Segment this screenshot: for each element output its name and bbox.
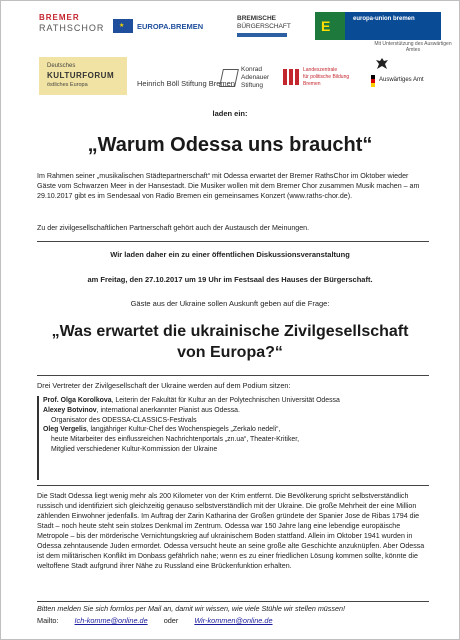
landeszentrale-text xyxy=(303,67,349,88)
eu-flag-icon: ★ xyxy=(113,19,133,33)
europa-union-text: europa-union bremen xyxy=(353,16,415,22)
mail-row xyxy=(37,616,273,625)
speaker-desc: , langjähriger Kultur-Chef des Wochenspiegels „Zerkalo nedeli“, xyxy=(86,426,281,434)
europa-union-caption: Mit Unterstützung des Auswärtigen Amtes xyxy=(374,41,452,53)
speaker-item xyxy=(43,445,429,455)
speaker-name: Oleg Vergelis xyxy=(43,426,87,434)
main-question xyxy=(1,321,459,363)
auswaertiges-amt-logo xyxy=(371,57,439,87)
europa-bremen-logo xyxy=(113,17,217,37)
speaker-item xyxy=(43,416,429,426)
date-line: am Freitag, den 27.10.2017 um 19 Uhr im Festsaal des Hauses der Bürgerschaft. xyxy=(87,275,373,284)
landeszentrale-line3: Bremen xyxy=(303,81,321,87)
divider-lower xyxy=(37,485,429,486)
email-link-ich-komme[interactable]: Ich-komme@online.de xyxy=(74,616,148,625)
podium-intro: Drei Vertreter der Zivilgesellschaft der Ukraine werden auf dem Podium sitzen: xyxy=(37,381,291,390)
speaker-desc: Organisator des ODESSA-CLASSICS-Festivals xyxy=(51,416,197,424)
speaker-item xyxy=(43,406,429,416)
guests-line: Gäste aus der Ukraine sollen Auskunft geben auf die Frage: xyxy=(130,299,330,308)
partnership-paragraph: Zu der zivilgesellschaftlichen Partnerschaft gehört auch der Austausch der Meinungen. xyxy=(37,224,310,232)
odessa-paragraph: Die Stadt Odessa liegt wenig mehr als 200 Kilometer von der Krim entfernt. Die Bevölkerung spricht selbstverständlich russisch und identifiziert sich gleichzeitig genauso selbstverständlich mit der Ukraine. Die große Mehrheit der eine Million zählenden Einwohner jedenfalls. Im Auftrag der Zarin Katharina der Großen gründete der Spanier Jose de Ribas 1794 die Stadt – noch heute steht sein stolzes Denkmal im Zentrum. Odessa war 150 Jahre lang eine lebendige europäische Metropole – bis der mörderische Vernichtungskrieg auf ukrainischem Boden stattfand. Allein im Oktober 1941 wurden in Odessa zehntausende Juden ermordet. Odessa versucht heute an seine große alte Geschichte anzuknüpfen. Aber Odessa ist dem militärischen Konflikt im Donbass gefährlich nahe; wenn es zu einer friedlichen Lösung kommen sollte, könnte die weltoffene Stadt aufgrund ihrer Nähe zu Russland eine Brückenfunktion erhalten. xyxy=(37,492,425,570)
boell-stiftung-logo: Heinrich Böll Stiftung Bremen xyxy=(137,79,235,88)
page-title: „Warum Odessa uns braucht“ xyxy=(87,134,373,156)
landeszentrale-logo xyxy=(283,67,363,93)
speaker-item xyxy=(43,396,429,406)
landeszentrale-line2: für politische Bildung xyxy=(303,74,350,80)
landeszentrale-line1: Landeszentrale xyxy=(303,67,338,73)
speaker-name: Alexey Botvinov xyxy=(43,406,97,414)
eagle-icon xyxy=(375,57,389,71)
speaker-name: Prof. Olga Korolkova xyxy=(43,397,112,404)
question-line2: von Europa?“ xyxy=(177,344,283,361)
speaker-item xyxy=(43,425,429,435)
bremer-rathschor-logo xyxy=(39,13,104,33)
speaker-desc: heute Mitarbeiter des einflussreichen Nachrichtenportals „zn.ua“, Theater-Kritiker, xyxy=(51,436,300,444)
email-link-wir-kommen[interactable]: Wir-kommen@online.de xyxy=(194,616,273,625)
mail-label: Mailto: xyxy=(37,616,59,625)
divider-top xyxy=(37,241,429,242)
speaker-desc: Mitglied verschiedener Kultur-Kommission der Ukraine xyxy=(51,445,218,453)
kulturforum-line1: Deutsches xyxy=(47,63,76,69)
buergerschaft-line1: BREMISCHE xyxy=(237,15,277,22)
speaker-item xyxy=(43,435,429,445)
buergerschaft-logo xyxy=(237,15,301,39)
german-flag-icon xyxy=(371,75,375,87)
auswaertiges-amt-text: Auswärtiges Amt xyxy=(379,77,424,83)
invite-line: Wir laden daher ein zu einer öffentlichen Diskussionsveranstaltung xyxy=(110,250,350,259)
rathschor-logo-line1: BREMER xyxy=(39,13,80,22)
landeszentrale-grid-icon xyxy=(283,69,299,85)
intro-paragraph: Im Rahmen seiner „musikalischen Städtepartnerschaft“ mit Odessa erwartet der Bremer RathsChor im Oktober wieder Gäste vom Schwarzen Meer in der Hansestadt. Die Musiker wollen mit dem Bremer Chor zusammen Musik machen – am 29.10.2017 gibt es im Sendesaal von Radio Bremen ein gemeinsames Konzert (www.raths-chor.de). xyxy=(37,172,420,200)
europa-union-logo xyxy=(315,12,441,40)
adenauer-logo-icon xyxy=(219,69,239,87)
closing-request: Bitten melden Sie sich formlos per Mail an, damit wir wissen, wie viele Stühle wir stellen müssen! xyxy=(37,604,345,613)
speaker-desc: , international anerkannter Pianist aus Odessa. xyxy=(96,406,240,414)
kulturforum-line3: östliches Europa xyxy=(47,82,88,88)
adenauer-line1: Konrad xyxy=(241,66,262,73)
adenauer-text xyxy=(241,66,269,90)
kulturforum-logo xyxy=(39,57,127,95)
mail-or-text: oder xyxy=(163,616,179,625)
adenauer-stiftung-logo xyxy=(221,65,283,95)
buergerschaft-line2: BÜRGERSCHAFT xyxy=(237,23,291,30)
adenauer-line3: Stiftung xyxy=(241,82,264,89)
speaker-list xyxy=(37,396,429,480)
intro-line: laden ein: xyxy=(212,109,248,118)
speaker-desc: , Leiterin der Fakultät für Kultur an der Polytechnischen Universität Odessa xyxy=(111,397,340,404)
buergerschaft-bar xyxy=(237,33,287,37)
europa-bremen-text: EUROPA.BREMEN xyxy=(137,22,204,31)
europa-union-e-icon: E xyxy=(321,18,331,34)
question-line1: „Was erwartet die ukrainische Zivilgesellschaft xyxy=(51,323,409,340)
rathschor-logo-line2: RATHSCHOR xyxy=(39,23,105,33)
divider-bottom xyxy=(37,601,429,602)
divider-middle xyxy=(37,375,429,376)
kulturforum-line2: KULTURFORUM xyxy=(47,71,115,80)
adenauer-line2: Adenauer xyxy=(241,74,270,81)
